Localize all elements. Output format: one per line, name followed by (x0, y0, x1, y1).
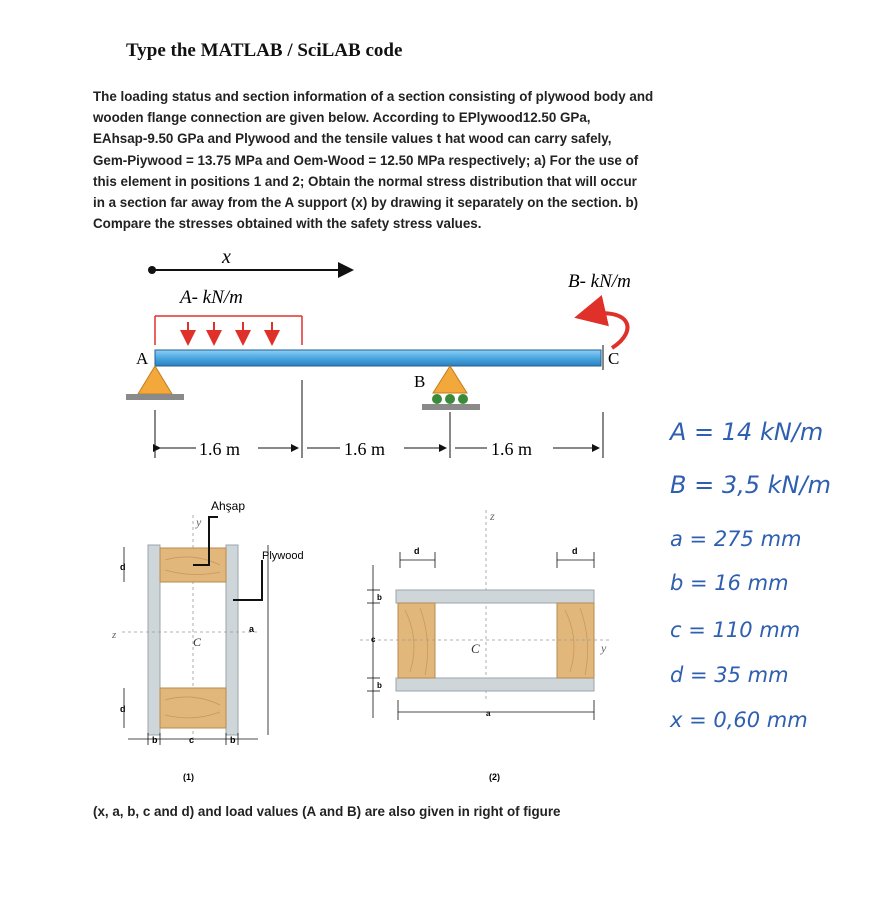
s1-plywood-right (226, 545, 238, 735)
s2-plywood-top (396, 590, 594, 603)
page-title: Type the MATLAB / SciLAB code (126, 40, 403, 61)
plywood-label: Plywood (262, 550, 304, 562)
value-a: a = 275 mm (670, 527, 802, 551)
s2-a: a (486, 709, 491, 718)
s1-d-top: d (120, 562, 126, 572)
distributed-load (155, 316, 302, 345)
end-c-label: C (608, 349, 620, 368)
value-d: d = 35 mm (670, 663, 789, 687)
s1-c: c (189, 735, 195, 745)
problem-line: Compare the stresses obtained with the safety stress values. (93, 216, 482, 232)
section-2 (360, 509, 612, 782)
value-x: x = 0,60 mm (670, 708, 808, 732)
handwritten-values (668, 418, 831, 732)
s2-plywood-bottom (396, 678, 594, 691)
s2-wood-left (398, 603, 435, 678)
s2-centroid: C (471, 641, 480, 656)
span3-label: 1.6 m (491, 439, 533, 459)
s2-b-top: b (377, 593, 382, 602)
support-a-label: A (136, 349, 149, 368)
value-b: b = 16 mm (670, 571, 789, 595)
wood-label: Ahşap (211, 499, 246, 513)
s1-plywood-left (148, 545, 160, 735)
s1-a: a (249, 624, 255, 634)
value-c: c = 110 mm (670, 618, 801, 642)
s2-b-bottom: b (377, 681, 382, 690)
s1-z-label: z (112, 629, 117, 641)
dist-load-label: A- kN/m (180, 287, 243, 308)
value-a-load: A = 14 kN/m (670, 418, 824, 446)
problem-line: wooden flange connection are given below. According to EPlywood12.50 GPa, (93, 110, 591, 126)
x-label: x (222, 246, 231, 268)
value-b-load: B = 3,5 kN/m (670, 471, 831, 499)
s1-b-left: b (152, 735, 158, 745)
s1-caption: (1) (183, 772, 194, 782)
moment-label: B- kN/m (568, 271, 631, 292)
roller-support-b (422, 366, 480, 410)
s2-d-left: d (414, 546, 420, 556)
span2-label: 1.6 m (344, 439, 386, 459)
beam (155, 350, 601, 366)
s2-c: c (371, 635, 376, 644)
beam-diagram (126, 246, 631, 459)
s1-d-bottom: d (120, 704, 126, 714)
problem-line: EAhsap-9.50 GPa and Plywood and the tensile values t hat wood can carry safely, (93, 131, 612, 147)
problem-line: this element in positions 1 and 2; Obtain the normal stress distribution that will occur (93, 173, 637, 189)
s2-z-label: z (490, 509, 495, 523)
span1-label: 1.6 m (199, 439, 241, 459)
pin-support-a (126, 366, 184, 400)
s1-y-label: y (196, 515, 202, 529)
footer-note: (x, a, b, c and d) and load values (A and B) are also given in right of figure (93, 804, 561, 819)
s2-d-right: d (572, 546, 578, 556)
support-b-label: B (414, 372, 426, 391)
problem-line: in a section far away from the A support (x) by drawing it separately on the section. b) (93, 195, 639, 211)
section-1 (111, 499, 304, 782)
problem-line: Gem-Piywood = 13.75 MPa and Oem-Wood = 12.50 MPa respectively; a) For the use of (93, 152, 639, 168)
s1-centroid: C (193, 635, 202, 649)
s2-caption: (2) (489, 772, 500, 782)
s1-wood-bottom (160, 688, 226, 728)
s1-b-right: b (230, 735, 236, 745)
s2-y-label: y (601, 641, 607, 655)
moment-arrow (582, 313, 627, 348)
s2-wood-right (557, 603, 594, 678)
problem-line: The loading status and section information of a section consisting of plywood body and (93, 89, 654, 104)
